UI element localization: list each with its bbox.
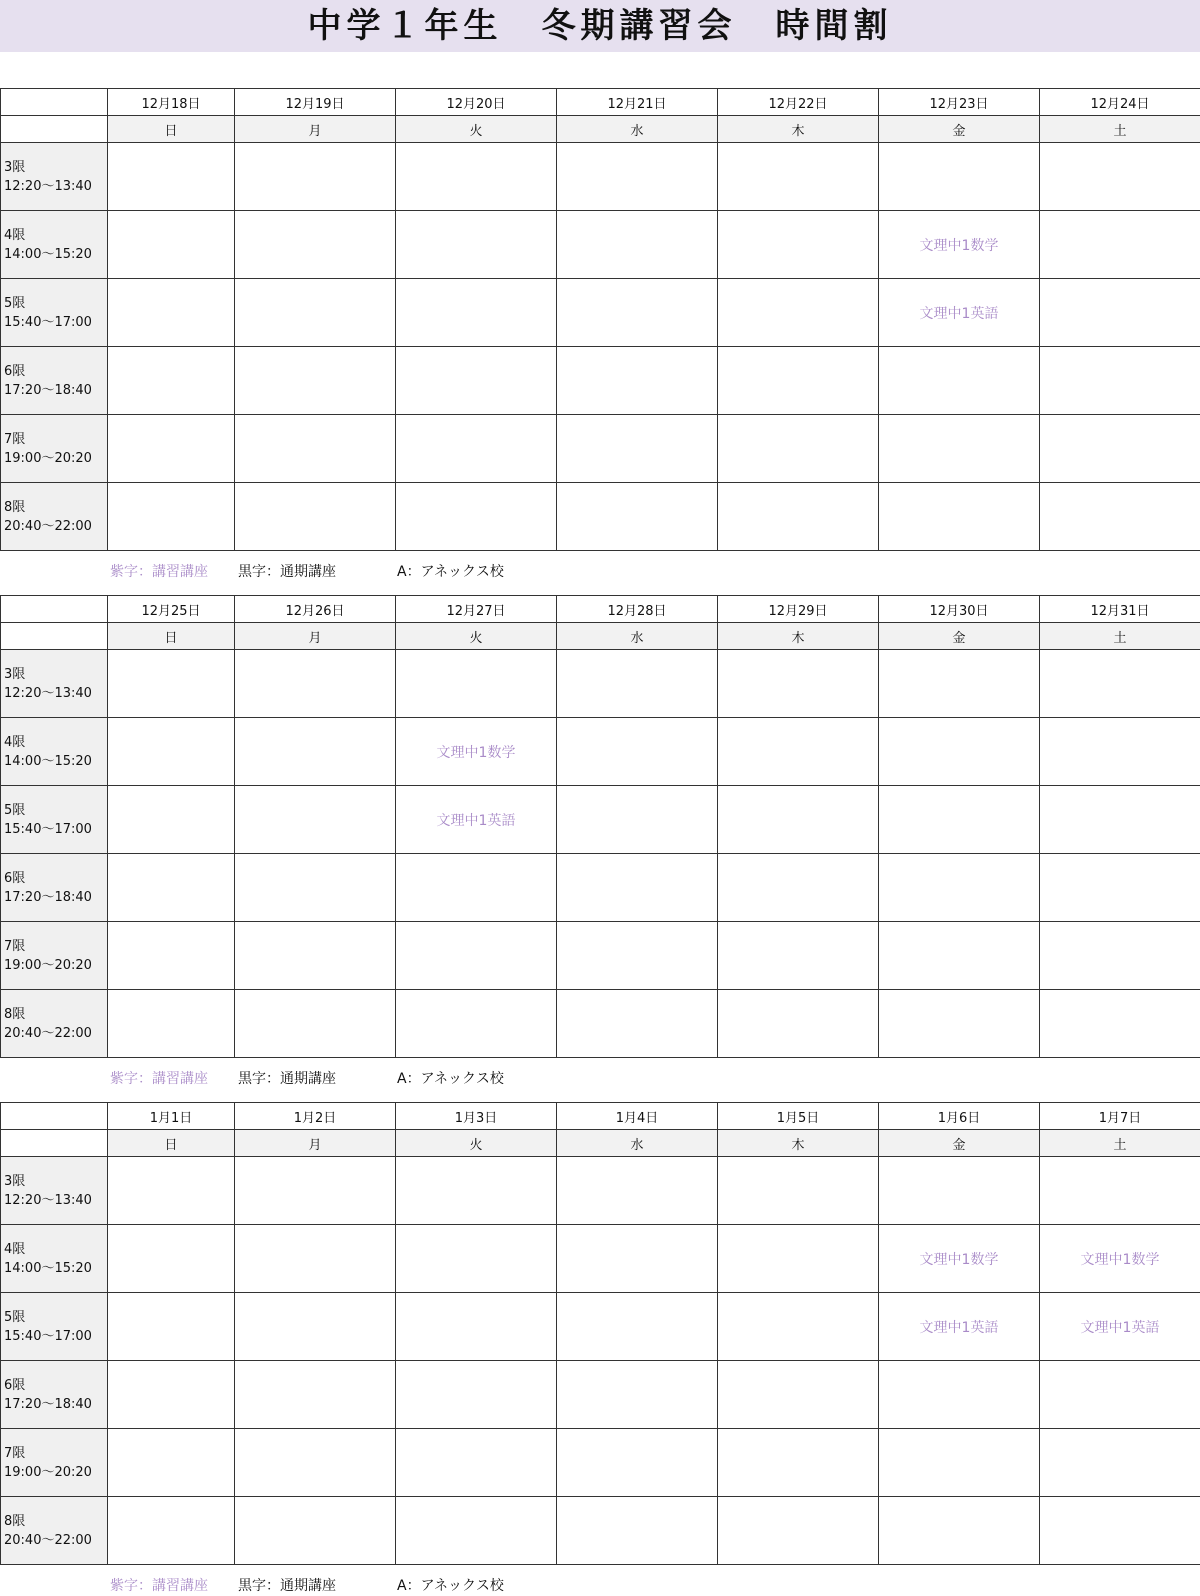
weekday-header: 月 bbox=[235, 623, 396, 650]
period-name: 4限 bbox=[4, 733, 107, 752]
class-cell bbox=[718, 211, 879, 279]
class-cell bbox=[235, 1157, 396, 1225]
course-entry: 文理中1数学 bbox=[396, 718, 557, 786]
class-cell bbox=[1040, 650, 1200, 718]
period-time: 17:20～18:40 bbox=[4, 381, 107, 400]
class-cell bbox=[396, 347, 557, 415]
class-cell bbox=[879, 483, 1040, 551]
course-entry: 文理中1数学 bbox=[1040, 1225, 1200, 1293]
class-cell bbox=[235, 1361, 396, 1429]
page-title: 中学１年生 冬期講習会 時間割 bbox=[0, 0, 1200, 52]
class-cell bbox=[235, 1429, 396, 1497]
class-cell bbox=[108, 211, 235, 279]
date-header: 12月29日 bbox=[718, 596, 879, 623]
class-cell bbox=[557, 718, 718, 786]
class-cell bbox=[557, 1361, 718, 1429]
corner-cell bbox=[1, 116, 108, 143]
class-cell bbox=[557, 650, 718, 718]
period-name: 7限 bbox=[4, 937, 107, 956]
class-cell bbox=[879, 143, 1040, 211]
class-cell bbox=[1040, 415, 1200, 483]
course-entry: 文理中1数学 bbox=[879, 211, 1040, 279]
class-cell bbox=[108, 1429, 235, 1497]
class-cell bbox=[718, 922, 879, 990]
period-time: 12:20～13:40 bbox=[4, 177, 107, 196]
class-cell bbox=[235, 211, 396, 279]
period-time: 12:20～13:40 bbox=[4, 1191, 107, 1210]
weekday-header: 火 bbox=[396, 1130, 557, 1157]
class-cell bbox=[557, 786, 718, 854]
class-cell bbox=[108, 1157, 235, 1225]
corner-cell bbox=[1, 89, 108, 116]
legend-black-text: 黒字：通期講座 bbox=[238, 1068, 336, 1088]
class-cell bbox=[108, 143, 235, 211]
weekday-header: 水 bbox=[557, 1130, 718, 1157]
period-row bbox=[1, 718, 1200, 786]
class-cell bbox=[108, 483, 235, 551]
class-cell bbox=[235, 143, 396, 211]
class-cell bbox=[718, 854, 879, 922]
course-entry: 文理中1英語 bbox=[1040, 1293, 1200, 1361]
weekday-header: 火 bbox=[396, 623, 557, 650]
legend-purple-text: 紫字：講習講座 bbox=[110, 1068, 208, 1088]
class-cell bbox=[879, 1157, 1040, 1225]
class-cell bbox=[235, 786, 396, 854]
course-entry: 文理中1数学 bbox=[879, 1225, 1040, 1293]
class-cell bbox=[235, 1293, 396, 1361]
date-header: 1月2日 bbox=[235, 1103, 396, 1130]
date-header: 1月1日 bbox=[108, 1103, 235, 1130]
corner-cell bbox=[1, 596, 108, 623]
class-cell bbox=[557, 279, 718, 347]
period-time: 20:40～22:00 bbox=[4, 1531, 107, 1550]
date-header: 12月28日 bbox=[557, 596, 718, 623]
period-label-cell bbox=[1, 211, 108, 279]
class-cell bbox=[235, 347, 396, 415]
class-cell bbox=[108, 922, 235, 990]
weekday-header: 月 bbox=[235, 116, 396, 143]
class-cell bbox=[557, 1429, 718, 1497]
date-header: 1月4日 bbox=[557, 1103, 718, 1130]
period-row bbox=[1, 1429, 1200, 1497]
date-header: 12月24日 bbox=[1040, 89, 1200, 116]
weekday-header: 金 bbox=[879, 116, 1040, 143]
class-cell bbox=[235, 483, 396, 551]
class-cell bbox=[108, 347, 235, 415]
class-cell bbox=[108, 990, 235, 1058]
class-cell bbox=[396, 1225, 557, 1293]
date-header: 1月5日 bbox=[718, 1103, 879, 1130]
class-cell bbox=[396, 922, 557, 990]
class-cell bbox=[557, 854, 718, 922]
class-cell bbox=[1040, 211, 1200, 279]
legend-black-text: 黒字：通期講座 bbox=[238, 1575, 336, 1595]
class-cell bbox=[718, 1157, 879, 1225]
class-cell bbox=[1040, 1157, 1200, 1225]
class-cell bbox=[557, 1225, 718, 1293]
period-name: 8限 bbox=[4, 498, 107, 517]
class-cell bbox=[235, 415, 396, 483]
class-cell bbox=[1040, 483, 1200, 551]
period-label-cell bbox=[1, 1157, 108, 1225]
class-cell bbox=[718, 1361, 879, 1429]
period-time: 15:40～17:00 bbox=[4, 1327, 107, 1346]
period-label-cell bbox=[1, 854, 108, 922]
period-label-cell bbox=[1, 1429, 108, 1497]
class-cell bbox=[1040, 990, 1200, 1058]
class-cell bbox=[1040, 347, 1200, 415]
class-cell bbox=[235, 650, 396, 718]
period-time: 14:00～15:20 bbox=[4, 1259, 107, 1278]
course-entry: 文理中1英語 bbox=[396, 786, 557, 854]
class-cell bbox=[718, 1497, 879, 1565]
weekday-header: 木 bbox=[718, 116, 879, 143]
class-cell bbox=[879, 650, 1040, 718]
class-cell bbox=[396, 279, 557, 347]
class-cell bbox=[235, 990, 396, 1058]
corner-cell bbox=[1, 1103, 108, 1130]
class-cell bbox=[557, 1157, 718, 1225]
class-cell bbox=[396, 143, 557, 211]
class-cell bbox=[396, 990, 557, 1058]
date-header: 12月30日 bbox=[879, 596, 1040, 623]
legend-annex-text: A：アネックス校 bbox=[397, 1575, 504, 1595]
class-cell bbox=[235, 1497, 396, 1565]
legend-annex-text: A：アネックス校 bbox=[397, 561, 504, 581]
class-cell bbox=[396, 483, 557, 551]
period-time: 19:00～20:20 bbox=[4, 956, 107, 975]
class-cell bbox=[1040, 1429, 1200, 1497]
class-cell bbox=[557, 415, 718, 483]
period-row bbox=[1, 786, 1200, 854]
period-label-cell bbox=[1, 279, 108, 347]
weekday-header: 日 bbox=[108, 116, 235, 143]
period-time: 17:20～18:40 bbox=[4, 1395, 107, 1414]
period-name: 3限 bbox=[4, 158, 107, 177]
weekday-header: 金 bbox=[879, 1130, 1040, 1157]
class-cell bbox=[108, 1361, 235, 1429]
period-row bbox=[1, 483, 1200, 551]
class-cell bbox=[879, 990, 1040, 1058]
class-cell bbox=[718, 786, 879, 854]
legend-purple-text: 紫字：講習講座 bbox=[110, 561, 208, 581]
legend-annex-text: A：アネックス校 bbox=[397, 1068, 504, 1088]
weekday-header: 水 bbox=[557, 116, 718, 143]
period-row bbox=[1, 1225, 1200, 1293]
period-time: 19:00～20:20 bbox=[4, 449, 107, 468]
period-name: 3限 bbox=[4, 665, 107, 684]
weekday-header: 土 bbox=[1040, 1130, 1200, 1157]
period-row bbox=[1, 990, 1200, 1058]
class-cell bbox=[1040, 1497, 1200, 1565]
date-header: 1月7日 bbox=[1040, 1103, 1200, 1130]
period-label-cell bbox=[1, 347, 108, 415]
period-row bbox=[1, 650, 1200, 718]
class-cell bbox=[557, 347, 718, 415]
period-name: 5限 bbox=[4, 1308, 107, 1327]
class-cell bbox=[718, 483, 879, 551]
class-cell bbox=[1040, 1361, 1200, 1429]
legend bbox=[0, 1063, 1200, 1089]
class-cell bbox=[879, 854, 1040, 922]
class-cell bbox=[108, 1497, 235, 1565]
period-row bbox=[1, 143, 1200, 211]
class-cell bbox=[879, 347, 1040, 415]
class-cell bbox=[1040, 718, 1200, 786]
period-name: 7限 bbox=[4, 1444, 107, 1463]
class-cell bbox=[718, 718, 879, 786]
class-cell bbox=[557, 1497, 718, 1565]
class-cell bbox=[879, 922, 1040, 990]
date-header: 12月21日 bbox=[557, 89, 718, 116]
period-label-cell bbox=[1, 786, 108, 854]
class-cell bbox=[557, 483, 718, 551]
legend-purple-text: 紫字：講習講座 bbox=[110, 1575, 208, 1595]
class-cell bbox=[1040, 922, 1200, 990]
period-label-cell bbox=[1, 1497, 108, 1565]
period-row bbox=[1, 415, 1200, 483]
class-cell bbox=[108, 718, 235, 786]
period-time: 15:40～17:00 bbox=[4, 820, 107, 839]
period-time: 17:20～18:40 bbox=[4, 888, 107, 907]
period-row bbox=[1, 279, 1200, 347]
class-cell bbox=[718, 650, 879, 718]
period-label-cell bbox=[1, 990, 108, 1058]
period-time: 20:40～22:00 bbox=[4, 1024, 107, 1043]
period-time: 19:00～20:20 bbox=[4, 1463, 107, 1482]
date-header: 1月3日 bbox=[396, 1103, 557, 1130]
class-cell bbox=[108, 1225, 235, 1293]
period-time: 12:20～13:40 bbox=[4, 684, 107, 703]
period-time: 14:00～15:20 bbox=[4, 752, 107, 771]
class-cell bbox=[235, 854, 396, 922]
date-header: 12月26日 bbox=[235, 596, 396, 623]
class-cell bbox=[108, 279, 235, 347]
period-time: 14:00～15:20 bbox=[4, 245, 107, 264]
class-cell bbox=[396, 1497, 557, 1565]
weekday-header: 日 bbox=[108, 623, 235, 650]
date-header: 12月20日 bbox=[396, 89, 557, 116]
weekday-header: 月 bbox=[235, 1130, 396, 1157]
corner-cell bbox=[1, 1130, 108, 1157]
period-label-cell bbox=[1, 718, 108, 786]
class-cell bbox=[396, 1361, 557, 1429]
class-cell bbox=[396, 1157, 557, 1225]
period-row bbox=[1, 854, 1200, 922]
period-name: 4限 bbox=[4, 226, 107, 245]
legend bbox=[0, 556, 1200, 582]
date-header: 12月18日 bbox=[108, 89, 235, 116]
class-cell bbox=[557, 990, 718, 1058]
week-timetable bbox=[0, 595, 1200, 1058]
class-cell bbox=[1040, 279, 1200, 347]
class-cell bbox=[718, 279, 879, 347]
period-row bbox=[1, 347, 1200, 415]
class-cell bbox=[879, 1429, 1040, 1497]
period-label-cell bbox=[1, 415, 108, 483]
class-cell bbox=[718, 415, 879, 483]
period-name: 5限 bbox=[4, 801, 107, 820]
legend-black-text: 黒字：通期講座 bbox=[238, 561, 336, 581]
period-label-cell bbox=[1, 143, 108, 211]
class-cell bbox=[879, 1497, 1040, 1565]
date-header: 12月22日 bbox=[718, 89, 879, 116]
class-cell bbox=[1040, 786, 1200, 854]
period-name: 7限 bbox=[4, 430, 107, 449]
class-cell bbox=[396, 211, 557, 279]
date-header: 12月19日 bbox=[235, 89, 396, 116]
class-cell bbox=[718, 1293, 879, 1361]
period-row bbox=[1, 1497, 1200, 1565]
class-cell bbox=[108, 854, 235, 922]
weekday-header: 木 bbox=[718, 623, 879, 650]
class-cell bbox=[396, 1293, 557, 1361]
weekday-header: 火 bbox=[396, 116, 557, 143]
weekday-header: 土 bbox=[1040, 623, 1200, 650]
class-cell bbox=[557, 211, 718, 279]
week-timetable bbox=[0, 88, 1200, 551]
period-time: 20:40～22:00 bbox=[4, 517, 107, 536]
period-name: 6限 bbox=[4, 362, 107, 381]
period-name: 8限 bbox=[4, 1512, 107, 1531]
date-header: 1月6日 bbox=[879, 1103, 1040, 1130]
class-cell bbox=[235, 1225, 396, 1293]
period-label-cell bbox=[1, 1361, 108, 1429]
period-label-cell bbox=[1, 922, 108, 990]
class-cell bbox=[557, 143, 718, 211]
weekday-header: 木 bbox=[718, 1130, 879, 1157]
period-row bbox=[1, 922, 1200, 990]
period-row bbox=[1, 1361, 1200, 1429]
date-header: 12月27日 bbox=[396, 596, 557, 623]
class-cell bbox=[235, 718, 396, 786]
period-name: 5限 bbox=[4, 294, 107, 313]
class-cell bbox=[879, 718, 1040, 786]
class-cell bbox=[235, 922, 396, 990]
weekday-header: 日 bbox=[108, 1130, 235, 1157]
period-row bbox=[1, 1293, 1200, 1361]
class-cell bbox=[718, 347, 879, 415]
period-row bbox=[1, 1157, 1200, 1225]
course-entry: 文理中1英語 bbox=[879, 1293, 1040, 1361]
class-cell bbox=[879, 786, 1040, 854]
course-entry: 文理中1英語 bbox=[879, 279, 1040, 347]
class-cell bbox=[879, 415, 1040, 483]
date-header: 12月23日 bbox=[879, 89, 1040, 116]
class-cell bbox=[108, 1293, 235, 1361]
class-cell bbox=[718, 1225, 879, 1293]
period-label-cell bbox=[1, 1225, 108, 1293]
class-cell bbox=[396, 1429, 557, 1497]
period-label-cell bbox=[1, 650, 108, 718]
period-name: 6限 bbox=[4, 1376, 107, 1395]
class-cell bbox=[557, 1293, 718, 1361]
period-name: 4限 bbox=[4, 1240, 107, 1259]
date-header: 12月31日 bbox=[1040, 596, 1200, 623]
class-cell bbox=[396, 415, 557, 483]
class-cell bbox=[718, 1429, 879, 1497]
class-cell bbox=[718, 143, 879, 211]
class-cell bbox=[718, 990, 879, 1058]
class-cell bbox=[396, 650, 557, 718]
week-timetable bbox=[0, 1102, 1200, 1565]
period-label-cell bbox=[1, 483, 108, 551]
legend bbox=[0, 1570, 1200, 1596]
period-row bbox=[1, 211, 1200, 279]
class-cell bbox=[1040, 143, 1200, 211]
period-name: 6限 bbox=[4, 869, 107, 888]
period-name: 3限 bbox=[4, 1172, 107, 1191]
class-cell bbox=[108, 650, 235, 718]
period-time: 15:40～17:00 bbox=[4, 313, 107, 332]
class-cell bbox=[108, 415, 235, 483]
period-name: 8限 bbox=[4, 1005, 107, 1024]
class-cell bbox=[235, 279, 396, 347]
class-cell bbox=[108, 786, 235, 854]
weekday-header: 土 bbox=[1040, 116, 1200, 143]
class-cell bbox=[396, 854, 557, 922]
weekday-header: 金 bbox=[879, 623, 1040, 650]
date-header: 12月25日 bbox=[108, 596, 235, 623]
corner-cell bbox=[1, 623, 108, 650]
class-cell bbox=[879, 1361, 1040, 1429]
class-cell bbox=[557, 922, 718, 990]
period-label-cell bbox=[1, 1293, 108, 1361]
weekday-header: 水 bbox=[557, 623, 718, 650]
class-cell bbox=[1040, 854, 1200, 922]
